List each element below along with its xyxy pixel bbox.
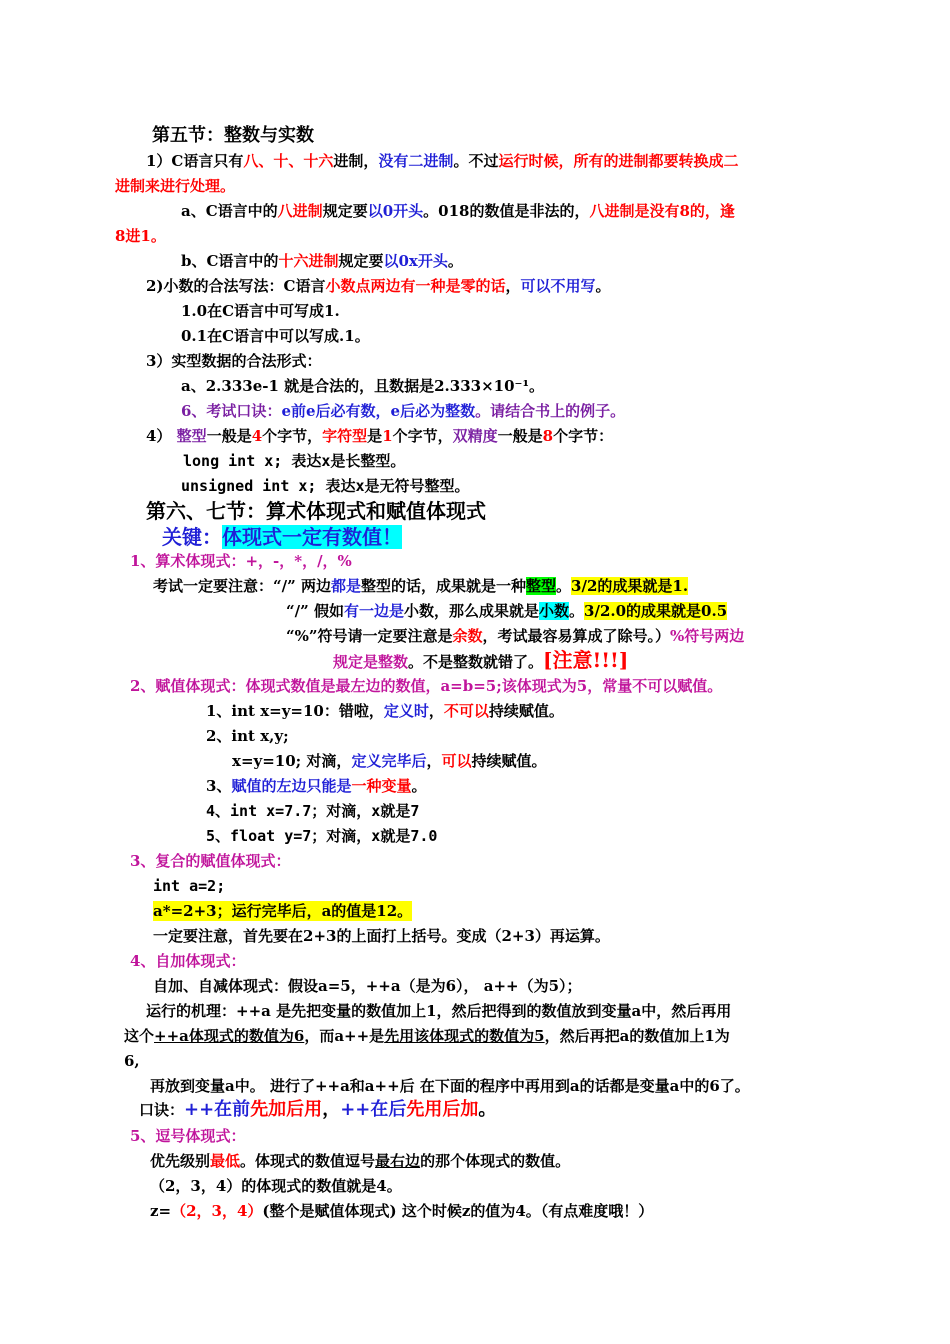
compound-3: 一定要注意，首先要在2+3的上面打上括号。变成（2+3）再运算。: [153, 927, 610, 945]
section6-title: 第六、七节：算术体现式和赋值体现式: [146, 499, 486, 523]
incr-mnemonic: 口诀：++在前先加后用，++在后先用后加。: [139, 1099, 497, 1120]
assign-1: 1、int x=y=10：错啦，定义时，不可以持续赋值。: [206, 702, 564, 720]
assign-6: 5、float y=7；对滴，x就是7.0: [206, 827, 438, 845]
s5-line3: b、C语言中的十六进制规定要以0x开头。: [181, 252, 463, 270]
incr-1: 自加、自减体现式：假设a=5，++a（是为6）， a++（为5）；: [153, 977, 582, 995]
s5-line2: a、C语言中的八进制规定要以0开头。018的数值是非法的，八进制是没有8的，逢: [181, 202, 735, 220]
incr-4: 6,: [124, 1052, 140, 1070]
incr-5: 再放到变量a中。 进行了++a和a++后 在下面的程序中再用到a的话都是变量a中的6了。: [150, 1077, 750, 1095]
s5-line12: unsigned int x; 表达x是无符号整型。: [181, 477, 470, 495]
comma-1: 优先级别最低。体现式的数值逗号最右边的那个体现式的数值。: [150, 1152, 571, 1170]
s5-line4: 2)小数的合法写法：C语言小数点两边有一种是零的话，可以不用写。: [146, 277, 611, 295]
heading-comma: 5、逗号体现式：: [130, 1127, 246, 1145]
arith-line4: 规定是整数。不是整数就错了。[注意!!!]: [333, 648, 629, 672]
s5-line1: 1）C语言只有八、十、十六进制，没有二进制。不过运行时候，所有的进制都要转换成二: [146, 152, 739, 170]
comma-3: z=（2，3，4）(整个是赋值体现式) 这个时候z的值为4。（有点难度哦！）: [150, 1202, 654, 1220]
s5-line6: 0.1在C语言中可以写成.1。: [181, 327, 370, 345]
comma-2: （2，3，4）的体现式的数值就是4。: [150, 1177, 402, 1195]
s5-line7: 3）实型数据的合法形式：: [146, 352, 322, 370]
compound-2: a*=2+3；运行完毕后，a的值是12。: [153, 902, 413, 920]
s5-line1b: 进制来进行处理。: [115, 177, 236, 195]
s5-line9: 6、考试口诀：e前e后必有数，e后必为整数。请结合书上的例子。: [181, 402, 626, 420]
s5-line5: 1.0在C语言中可写成1.: [181, 302, 340, 320]
s5-line10: 4） 整型一般是4个字节，字符型是1个字节，双精度一般是8个字节：: [146, 427, 614, 445]
incr-2: 运行的机理：++a 是先把变量的数值加上1，然后把得到的数值放到变量a中，然后再用: [146, 1002, 732, 1020]
s5-line2b: 8进1。: [115, 227, 166, 245]
assign-3: x=y=10; 对滴，定义完毕后，可以持续赋值。: [232, 752, 547, 770]
compound-1: int a=2;: [153, 877, 226, 895]
heading-compound: 3、复合的赋值体现式：: [130, 852, 291, 870]
arith-line1: 考试一定要注意：“/” 两边都是整型的话，成果就是一种整型。3/2的成果就是1.: [153, 577, 689, 595]
assign-5: 4、int x=7.7；对滴，x就是7: [206, 802, 420, 820]
key-line: 关键：体现式一定有数值！: [162, 525, 402, 549]
assign-2: 2、int x,y;: [206, 727, 289, 745]
heading-arith: 1、算术体现式：+，-，*，/，%: [130, 552, 352, 570]
s5-line11: long int x; 表达x是长整型。: [183, 452, 406, 470]
arith-line2: “/” 假如有一边是小数，那么成果就是小数。3/2.0的成果就是0.5: [286, 602, 728, 620]
heading-increment: 4、自加体现式：: [130, 952, 246, 970]
heading-assign: 2、赋值体现式：体现式数值是最左边的数值，a=b=5;该体现式为5，常量不可以赋值。: [130, 677, 723, 695]
incr-3: 这个++a体现式的数值为6，而a++是先用该体现式的数值为5，然后再把a的数值加上1为: [124, 1027, 730, 1045]
arith-line3: “%”符号请一定要注意是余数，考试最容易算成了除号。）%符号两边: [286, 627, 745, 645]
s5-line8: a、2.333e-1 就是合法的，且数据是2.333×10⁻¹。: [181, 377, 545, 395]
section5-title: 第五节：整数与实数: [152, 125, 314, 146]
assign-4: 3、赋值的左边只能是一种变量。: [206, 777, 427, 795]
